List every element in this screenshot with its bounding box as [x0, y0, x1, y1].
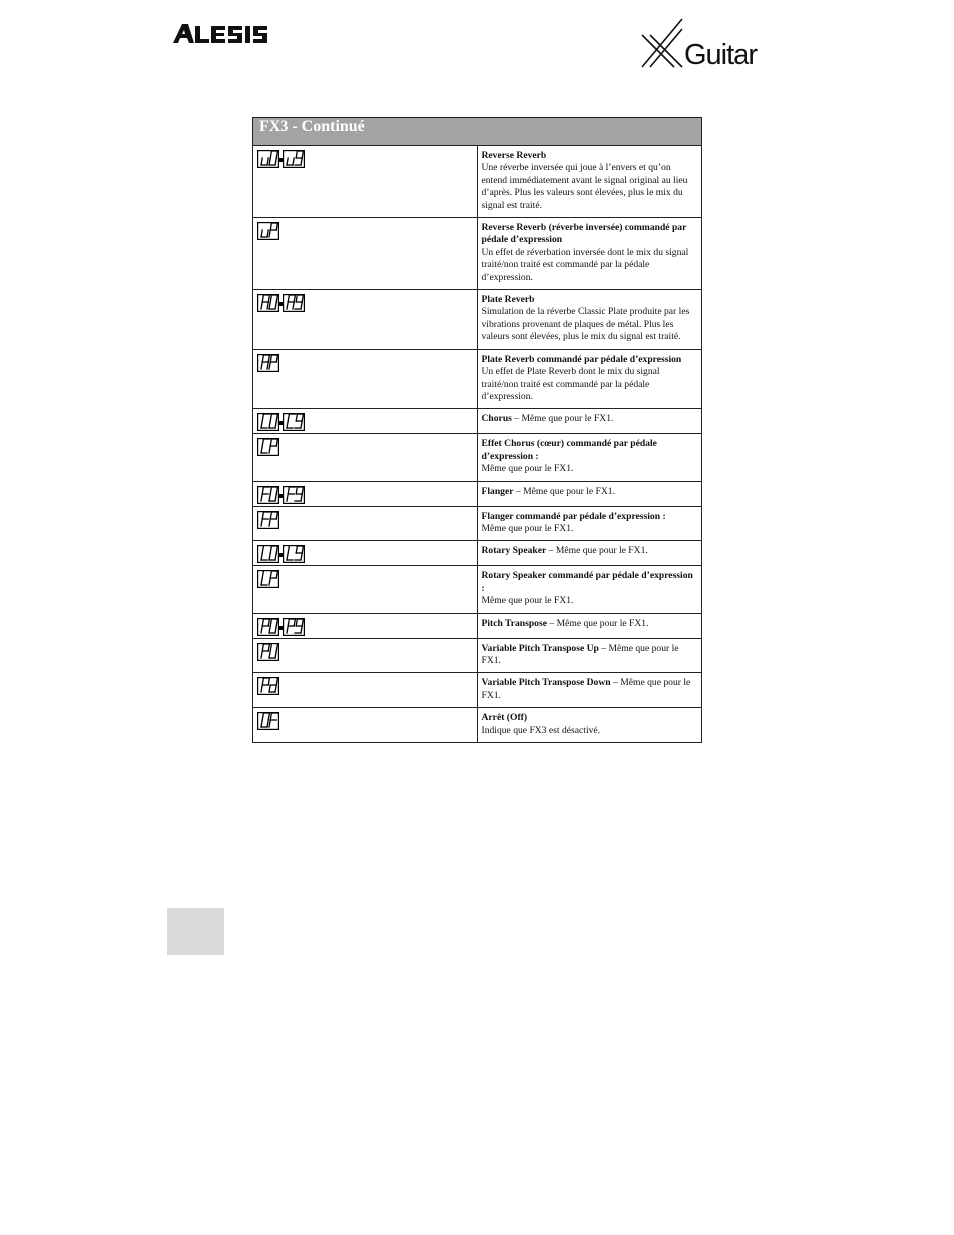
display-code-cell — [253, 506, 478, 541]
description-cell — [477, 290, 702, 350]
description-cell — [477, 566, 702, 613]
effect-description: Même que pour le FX1. — [481, 522, 574, 534]
display-code-cell — [253, 290, 478, 350]
segment-display-icon — [257, 294, 279, 312]
table-row — [253, 434, 702, 481]
effect-description: Un effet de réverbation inversée dont le mix du signal traité/non traité est commandé par la pédale d’expression. — [481, 246, 689, 283]
effect-name: Rotary Speaker — [481, 545, 547, 557]
table-title: FX3 - Continué — [253, 118, 702, 146]
table-row — [253, 481, 702, 506]
effect-note: – Même que pour le FX1. — [546, 617, 649, 629]
effect-note: – Même que pour le FX1. — [546, 545, 648, 557]
table-row — [253, 349, 702, 409]
display-code-cell — [253, 146, 478, 218]
xguitar-logo — [638, 15, 772, 71]
table-row — [253, 638, 702, 673]
description-cell — [477, 673, 702, 708]
table-row — [253, 218, 702, 290]
description-cell — [477, 218, 702, 290]
effect-name: Pitch Transpose — [481, 617, 547, 629]
segment-display-icon — [283, 486, 305, 504]
xguitar-logo-text: Guitar — [684, 39, 757, 71]
display-code-cell — [253, 409, 478, 434]
description-cell — [477, 541, 702, 566]
display-code-cell — [253, 481, 478, 506]
description-cell — [477, 708, 702, 743]
segment-display-icon — [283, 150, 305, 168]
display-code-cell — [253, 638, 478, 673]
effect-name: Plate Reverb — [481, 294, 535, 306]
display-code-cell — [253, 566, 478, 613]
alesis-logo — [173, 22, 283, 44]
segment-display-icon — [257, 618, 279, 636]
table-row — [253, 290, 702, 350]
table-row — [253, 541, 702, 566]
display-code-cell — [253, 434, 478, 481]
effect-note: – Même que pour le FX1. — [513, 485, 616, 497]
effect-name: Variable Pitch Transpose Down — [481, 677, 611, 689]
effect-description: Même que pour le FX1. — [481, 463, 574, 475]
page-side-tab — [167, 908, 224, 955]
segment-display-icon — [283, 618, 305, 636]
segment-display-icon — [257, 150, 279, 168]
effect-description: Même que pour le FX1. — [481, 595, 574, 607]
table-row — [253, 708, 702, 743]
effect-note: – Même que pour le FX1. — [511, 413, 614, 425]
segment-display-icon — [257, 570, 279, 588]
table-row — [253, 566, 702, 613]
segment-display-icon — [257, 486, 279, 504]
effect-name: Variable Pitch Transpose Up — [481, 642, 599, 654]
fx3-table — [252, 117, 702, 743]
description-cell — [477, 409, 702, 434]
table-row — [253, 506, 702, 541]
table-row — [253, 673, 702, 708]
effect-name: Arrêt (Off) — [481, 712, 528, 724]
effect-description: Un effet de Plate Reverb dont le mix du signal traité/non traité est commandé par la pédale d’expression. — [481, 366, 660, 402]
segment-display-icon — [283, 545, 305, 563]
effect-name: Plate Reverb commandé par pédale d’expression — [481, 353, 682, 365]
display-code-cell — [253, 349, 478, 409]
description-cell — [477, 349, 702, 409]
display-code-cell — [253, 218, 478, 290]
effect-name: Effet Chorus (cœur) commandé par pédale d’expression : — [481, 438, 657, 462]
effect-note: – Même que pour le FX1. — [481, 677, 691, 701]
display-code-cell — [253, 673, 478, 708]
display-code-cell — [253, 613, 478, 638]
effect-description: Indique que FX3 est désactivé. — [481, 724, 601, 736]
segment-display-icon — [257, 354, 279, 372]
description-cell — [477, 146, 702, 218]
effect-name: Flanger commandé par pédale d’expression : — [481, 510, 666, 522]
description-cell — [477, 434, 702, 481]
segment-display-icon — [257, 222, 279, 240]
effect-note: – Même que pour le FX1. — [481, 642, 679, 666]
table-row — [253, 613, 702, 638]
segment-display-icon — [257, 545, 279, 563]
table-header-row — [253, 118, 702, 146]
table-row — [253, 146, 702, 218]
effect-name: Chorus — [481, 413, 512, 425]
display-code-cell — [253, 708, 478, 743]
segment-display-icon — [257, 413, 279, 431]
display-code-cell — [253, 541, 478, 566]
description-cell — [477, 638, 702, 673]
segment-display-icon — [283, 413, 305, 431]
description-cell — [477, 613, 702, 638]
effect-name: Reverse Reverb — [481, 150, 547, 161]
description-cell — [477, 506, 702, 541]
effect-description: Une réverbe inversée qui joue à l’envers et qu’on entend immédiatement avant le signal original au lieu d’après. Plus les valeurs sont élevées, plus le mix du signal est traité. — [481, 162, 688, 211]
effect-name: Reverse Reverb (réverbe inversée) commandé par pédale d’expression — [481, 222, 687, 246]
description-cell — [477, 481, 702, 506]
effect-description: Simulation de la réverbe Classic Plate produite par les vibrations provenant de plaques de métal. Plus les valeurs sont élevées, plus le mix du signal est traité. — [481, 306, 690, 343]
segment-display-icon — [257, 511, 279, 529]
segment-display-icon — [257, 712, 279, 730]
effect-name: Flanger — [481, 485, 514, 497]
table-row — [253, 409, 702, 434]
effect-name: Rotary Speaker commandé par pédale d’expression : — [481, 570, 693, 594]
segment-display-icon — [257, 677, 279, 695]
segment-display-icon — [257, 438, 279, 456]
segment-display-icon — [257, 643, 279, 661]
segment-display-icon — [283, 294, 305, 312]
